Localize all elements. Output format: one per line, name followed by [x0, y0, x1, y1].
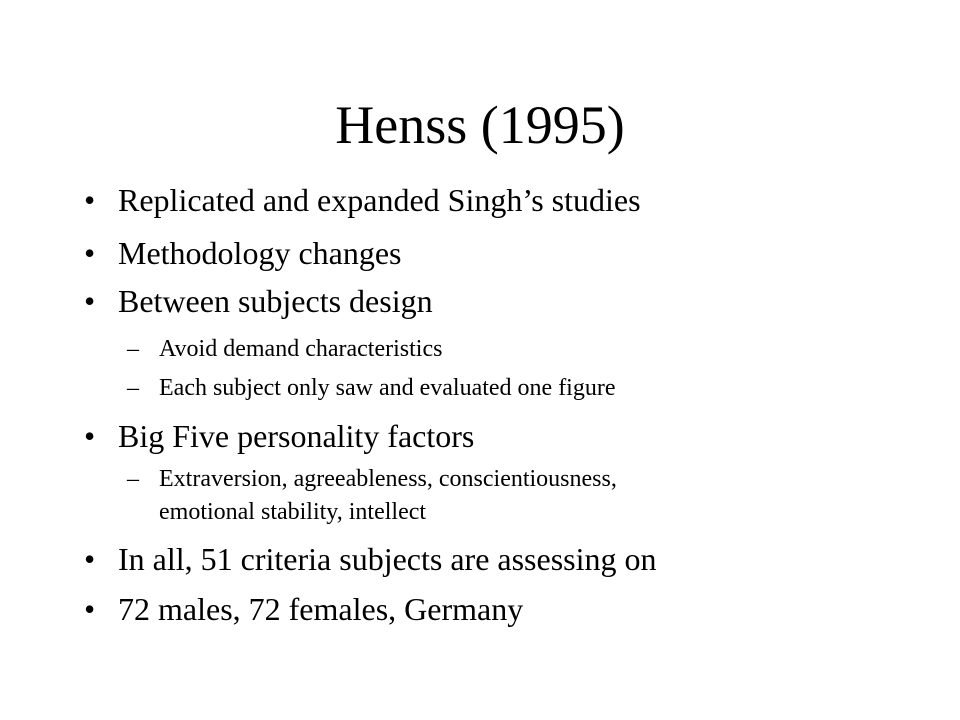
dash-icon: –: [127, 466, 139, 492]
bullet-icon: •: [84, 541, 96, 577]
bullet-text: Replicated and expanded Singh’s studies: [118, 182, 641, 218]
bullet-text: Methodology changes: [118, 235, 402, 271]
sub-bullet-text: Avoid demand characteristics: [159, 336, 443, 362]
bullet-text: 72 males, 72 females, Germany: [118, 591, 524, 627]
dash-icon: –: [127, 375, 139, 401]
bullet-text: Between subjects design: [118, 283, 433, 319]
bullet-icon: •: [84, 235, 96, 271]
bullet-text: In all, 51 criteria subjects are assessing on: [118, 541, 657, 577]
sub-bullet-text: Each subject only saw and evaluated one figure: [159, 375, 616, 401]
sub-bullet-text: emotional stability, intellect: [159, 499, 427, 525]
bullet-text: Big Five personality factors: [118, 418, 475, 454]
slide-title: Henss (1995): [335, 95, 625, 155]
sub-bullet-text: Extraversion, agreeableness, conscientiousness,: [159, 466, 617, 492]
dash-icon: –: [127, 336, 139, 362]
bullet-icon: •: [84, 283, 96, 319]
bullet-icon: •: [84, 418, 96, 454]
bullet-icon: •: [84, 182, 96, 218]
bullet-icon: •: [84, 591, 96, 627]
